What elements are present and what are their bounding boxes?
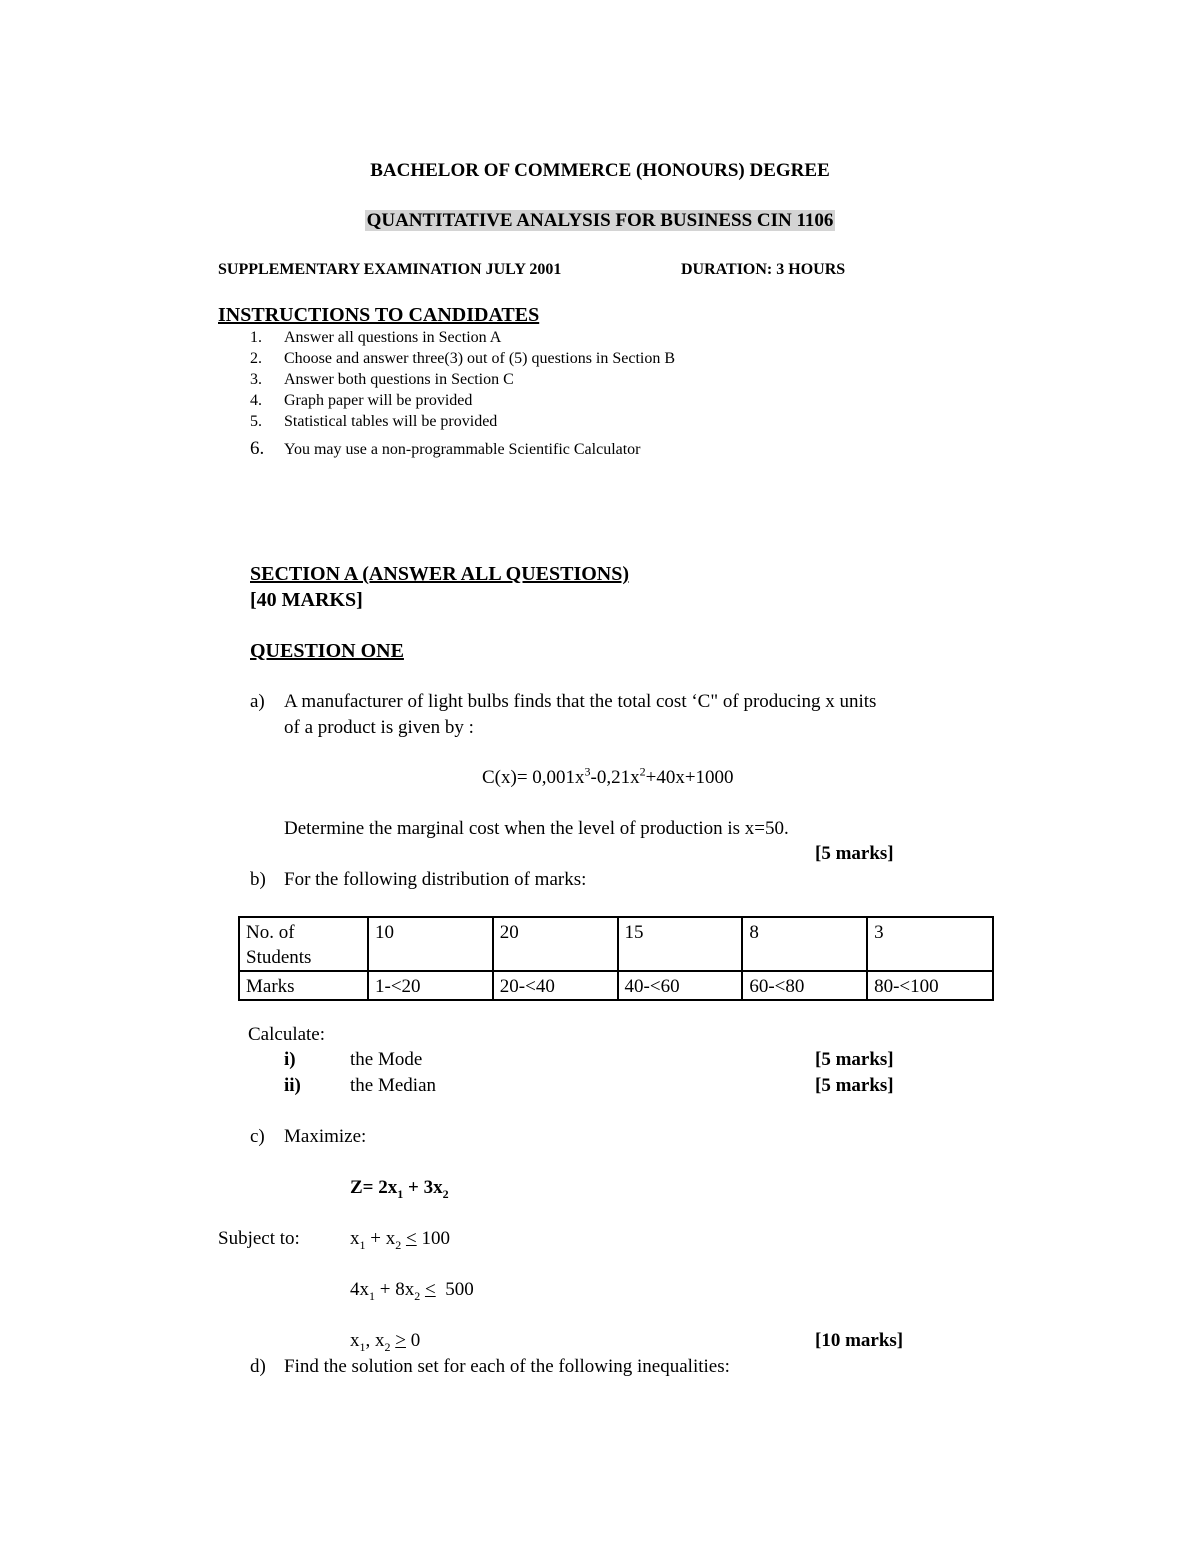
constraint-3: $x_1$, $x_2 > 0$ bbox=[350, 1330, 421, 1354]
part-c-marks: [10 marks] bbox=[815, 1330, 904, 1351]
subject-to-label: Subject to: bbox=[218, 1228, 300, 1249]
part-d-text: d) Find the solution set for each of the following inequalities: bbox=[250, 1356, 730, 1377]
table-cell: 3 bbox=[867, 917, 993, 971]
constraint-1: $x_1 + x_2 < 100$ bbox=[350, 1228, 450, 1252]
part-a-marks: [5 marks] bbox=[815, 843, 894, 864]
table-cell: No. of Students bbox=[239, 917, 368, 971]
table-cell: Marks bbox=[239, 971, 368, 1000]
table-cell: 8 bbox=[742, 917, 867, 971]
table-cell: 40-<60 bbox=[618, 971, 743, 1000]
constraint-2: $4x_1 + 8x_2 < 500$ bbox=[350, 1279, 474, 1303]
cost-equation: $C(x)= 0,001x^3-0,21x^2+40x+1000$ bbox=[482, 764, 734, 788]
table-cell: 1-<20 bbox=[368, 971, 493, 1000]
table-row bbox=[239, 971, 993, 1000]
table-row bbox=[239, 917, 993, 971]
instruction-item: 3. Answer both questions in Section C bbox=[250, 371, 514, 388]
section-a-marks: [40 MARKS] bbox=[250, 589, 363, 611]
question-one-title: QUESTION ONE bbox=[250, 640, 404, 662]
calculate-label: Calculate: bbox=[248, 1024, 326, 1045]
subpart-i-text: the Mode bbox=[350, 1049, 423, 1070]
table-cell: 15 bbox=[618, 917, 743, 971]
duration-label: DURATION: 3 HOURS bbox=[681, 261, 846, 278]
degree-title: BACHELOR OF COMMERCE (HONOURS) DEGREE bbox=[370, 160, 830, 181]
subpart-i-marks: [5 marks] bbox=[815, 1049, 894, 1070]
table-cell: 20 bbox=[493, 917, 618, 971]
instruction-item: 2. Choose and answer three(3) out of (5) questions in Section B bbox=[250, 350, 676, 367]
exam-label: SUPPLEMENTARY EXAMINATION JULY 2001 bbox=[218, 261, 562, 278]
course-title-text: QUANTITATIVE ANALYSIS FOR BUSINESS CIN 1106 bbox=[366, 210, 834, 231]
section-a-title: SECTION A (ANSWER ALL QUESTIONS) bbox=[250, 563, 630, 585]
table-cell: 80-<100 bbox=[867, 971, 993, 1000]
table-cell: 20-<40 bbox=[493, 971, 618, 1000]
instruction-item: 6. You may use a non-programmable Scientific Calculator bbox=[250, 438, 641, 459]
part-a-determine: Determine the marginal cost when the level of production is x=50. bbox=[284, 818, 789, 839]
course-title bbox=[0, 210, 1200, 232]
part-b-text: b) For the following distribution of marks: bbox=[250, 869, 587, 890]
subpart-ii-label: ii) bbox=[284, 1075, 301, 1096]
part-a-line1: a) A manufacturer of light bulbs finds that the total cost ‘C" of producing x units bbox=[250, 691, 877, 712]
marks-distribution-table bbox=[238, 916, 994, 1001]
instruction-item: 5. Statistical tables will be provided bbox=[250, 413, 498, 430]
part-c-text: c) Maximize: bbox=[250, 1126, 367, 1147]
subpart-ii-text: the Median bbox=[350, 1075, 437, 1096]
instructions-title: INSTRUCTIONS TO CANDIDATES bbox=[218, 304, 540, 326]
table-cell: 60-<80 bbox=[742, 971, 867, 1000]
subpart-i-label: i) bbox=[284, 1049, 296, 1070]
subpart-ii-marks: [5 marks] bbox=[815, 1075, 894, 1096]
instruction-item: 4. Graph paper will be provided bbox=[250, 392, 473, 409]
table-cell: 10 bbox=[368, 917, 493, 971]
part-a-line2: of a product is given by : bbox=[284, 717, 474, 738]
instruction-item: 1. Answer all questions in Section A bbox=[250, 329, 502, 346]
objective-function: $Z= 2x_1 + 3x_2$ bbox=[350, 1177, 449, 1201]
